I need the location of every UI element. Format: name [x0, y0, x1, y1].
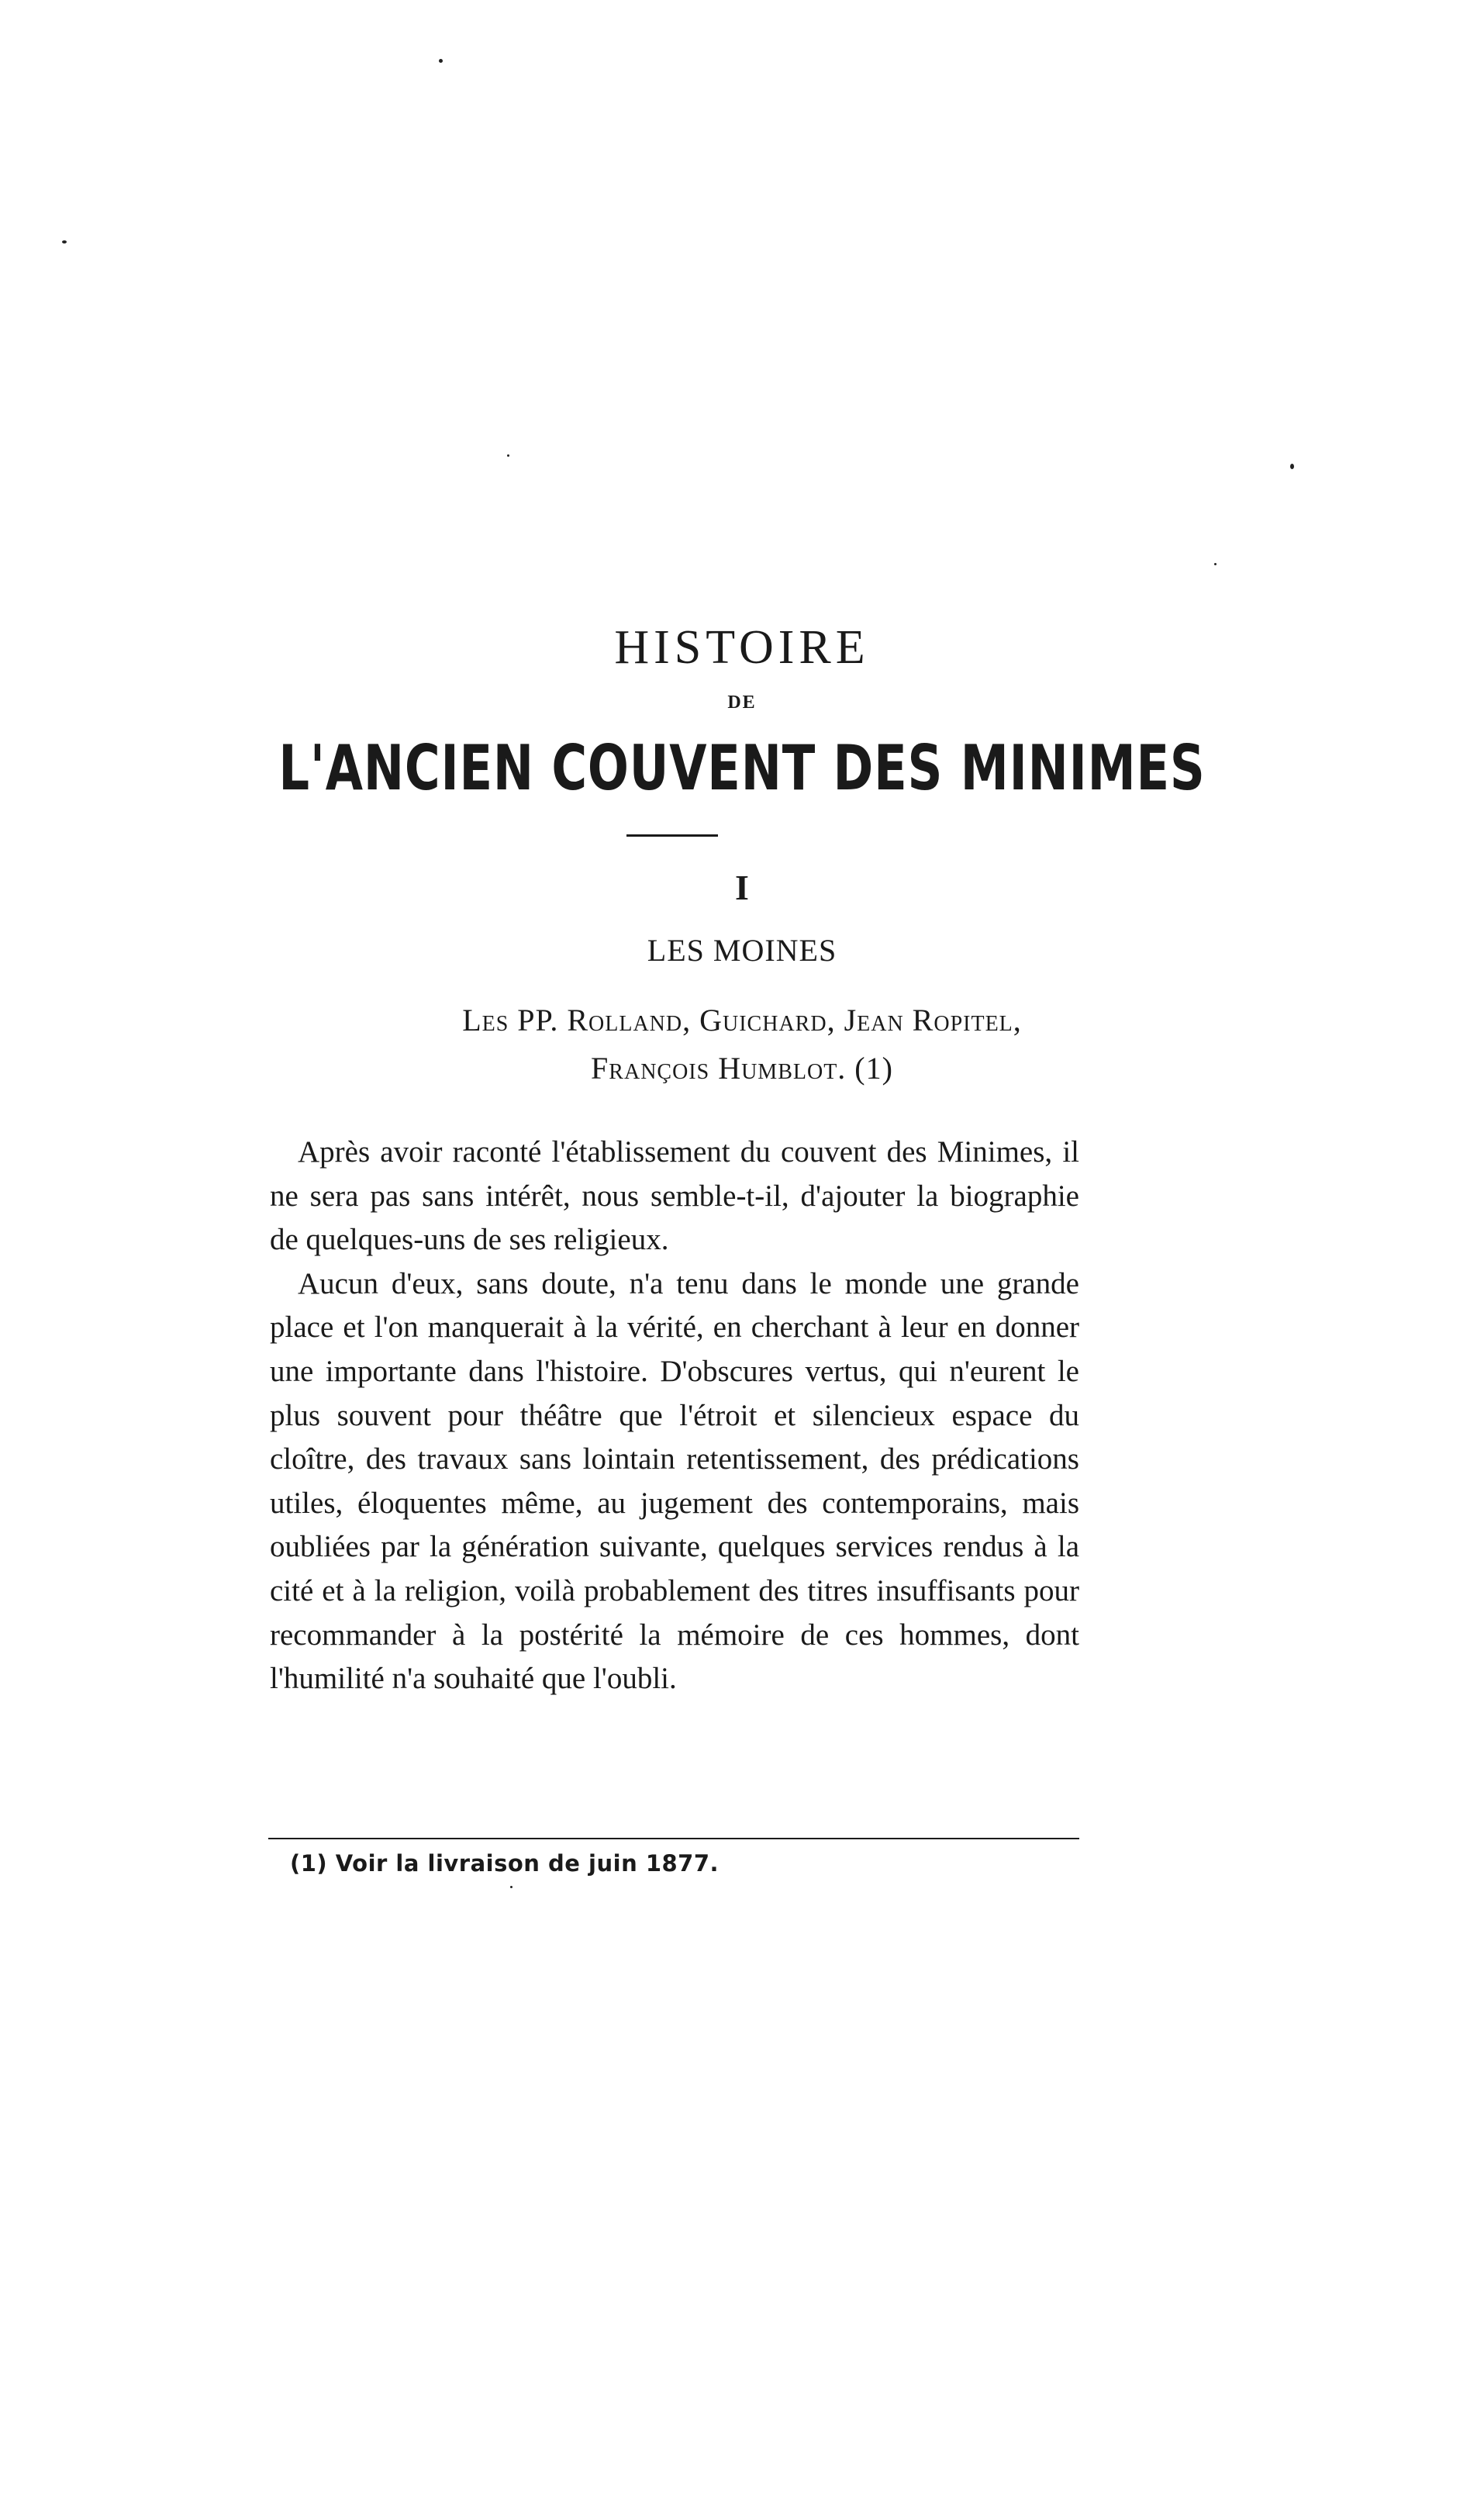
scan-speck [1290, 464, 1294, 469]
scan-speck [1214, 563, 1217, 565]
scan-speck [62, 240, 67, 243]
footnote: (1) Voir la livraison de juin 1877. [290, 1850, 720, 1877]
title-connector: DE [727, 692, 757, 713]
section-title: LES MOINES [647, 933, 837, 968]
section-names-line1: Les PP. Rolland, Guichard, Jean Ropitel, [462, 1003, 1022, 1038]
page-title: HISTOIRE [614, 621, 870, 674]
scan-speck [439, 59, 443, 63]
section-number: I [735, 868, 749, 907]
footnote-divider [268, 1838, 1079, 1839]
body-text [270, 1131, 1079, 1701]
section-names-line2: François Humblot. (1) [591, 1051, 893, 1086]
scan-speck [507, 454, 509, 457]
scan-speck [510, 1886, 512, 1888]
body-paragraph: Après avoir raconté l'établissement du couvent des Minimes, il ne sera pas sans intérêt, nous semble-t-il, d'ajouter la biographie de quelques-uns de ses religieux. [270, 1135, 1079, 1257]
page-subtitle: L'ANCIEN COUVENT DES MINIMES [278, 732, 1206, 804]
body-paragraph: Aucun d'eux, sans doute, n'a tenu dans le monde une grande place et l'on manquerait à la vérité, en cherchant à leur en donner une importante dans l'histoire. D'obscures vertus, qui n'eurent le plus souvent pour théâtre que l'étroit et silencieux espace du cloître, des travaux sans lointain retentissement, des prédications utiles, éloquentes même, au jugement des contemporains, mais oubliées par la génération suivante, quelques services rendus à la cité et à la religion, voilà probablement des titres insuffisants pour recommander à la postérité la mémoire de ces hommes, dont l'humilité n'a souhaité que l'oubli. [270, 1266, 1079, 1696]
title-divider [626, 834, 718, 837]
